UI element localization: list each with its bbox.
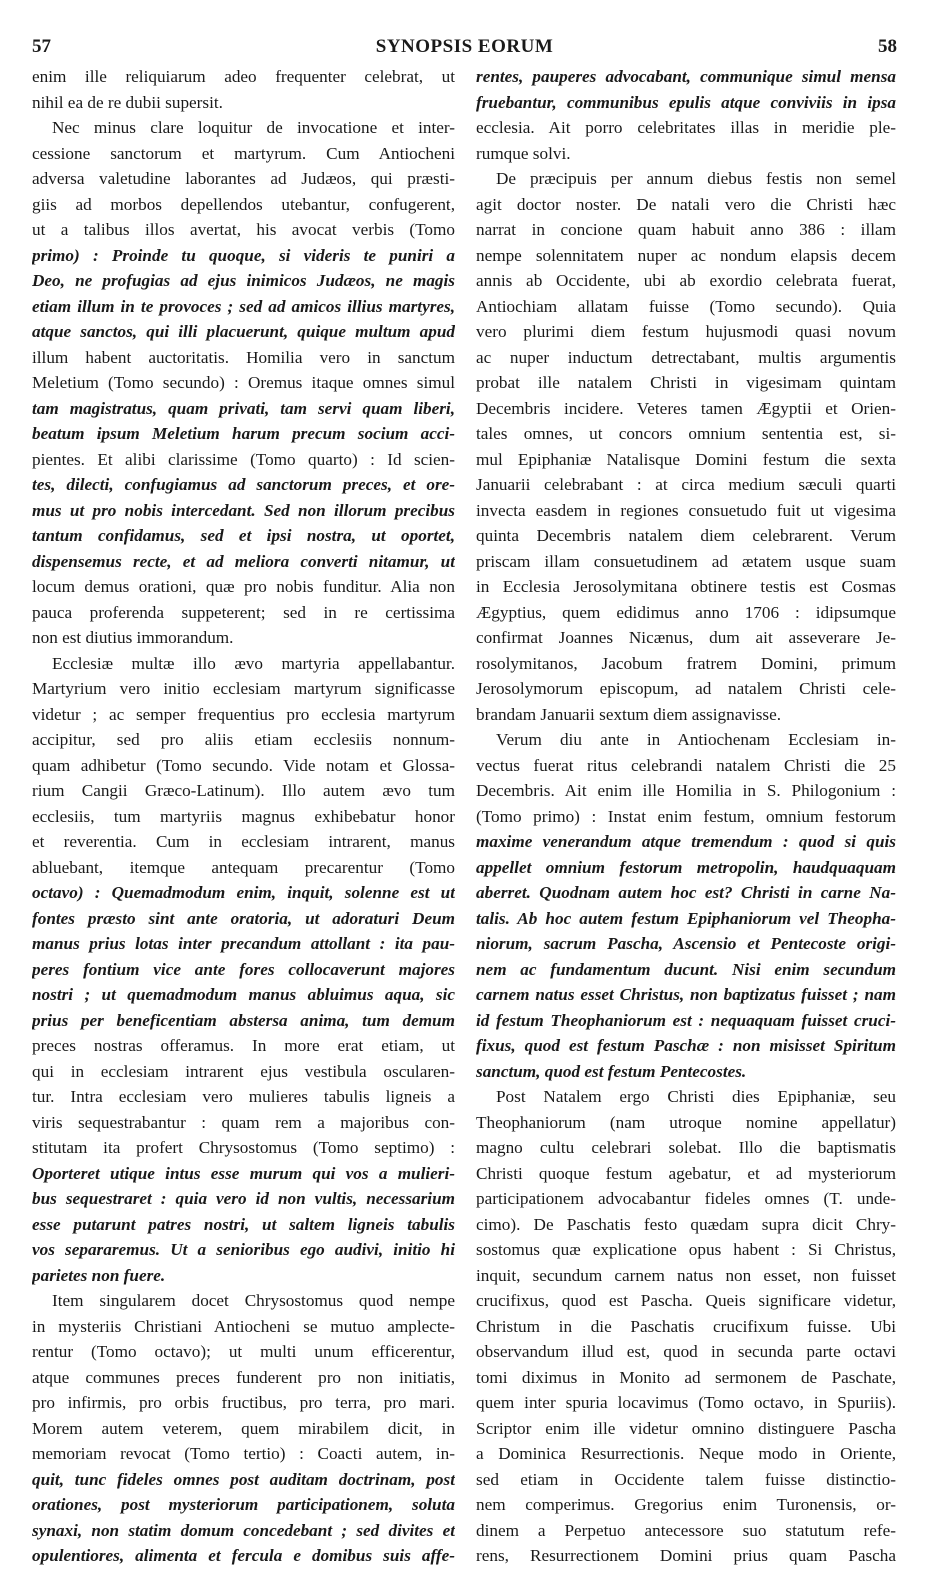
text-line: observandum illud est, quod in secunda parte octavi — [476, 1342, 896, 1361]
page-number-left: 57 — [32, 36, 51, 57]
text-line: Theophaniorum (nam utroque nomine appellatur) — [476, 1112, 896, 1132]
text-line: Deo, ne profugias ad ejus inimicos Judæos, ne magis — [32, 271, 455, 290]
text-line: nem comperimus. Gregorius enim Turonensis, or- — [476, 1495, 896, 1514]
text-line: talis. Ab hoc autem festum Epiphaniorum vel Theopha- — [476, 908, 896, 928]
text-line: viris sequestrabantur : quam rem a majoribus con- — [32, 1112, 455, 1132]
text-line: nihil ea de re dubii supersit. — [32, 92, 223, 112]
text-line: locum demus orationi, quæ pro nobis funditur. Alia non — [32, 577, 455, 596]
text-line: a Dominica Resurrectionis. Neque modo in Oriente, — [476, 1444, 896, 1463]
text-line: Oporteret utique intus esse murum qui vos a mulieri- — [32, 1163, 455, 1183]
text-line: orationes, post mysteriorum participationem, soluta — [32, 1495, 455, 1514]
text-line: opulentiores, alimenta et fercula e domibus suis affe- — [32, 1546, 455, 1565]
text-line: parietes non fuere. — [32, 1265, 166, 1285]
text-line: rens, Resurrectionem Domini prius quam Pascha — [476, 1546, 896, 1565]
text-line: ac nuper inductum detrectabant, multis argumentis — [476, 347, 896, 367]
text-line: (Tomo primo) : Instat enim festum, omnium festorum — [476, 806, 896, 826]
text-line: fruebantur, communibus epulis atque conviviis in ipsa — [476, 92, 896, 112]
text-line: rosolymitanos, Jacobum fratrem Domini, primum — [476, 653, 896, 673]
text-line: illum habent auctoritatis. Homilia vero in sanctum — [32, 347, 455, 367]
running-header — [32, 36, 897, 62]
text-line: Decembris incidere. Veteres tamen Ægyptii et Orien- — [476, 398, 896, 418]
text-line: priscam illam consuetudinem ad ætatem usque suam — [476, 551, 896, 571]
text-line: cessione sanctorum et martyrum. Cum Antiocheni — [32, 143, 455, 163]
text-line: carnem natus esset Christus, non baptizatus fuisset ; nam — [476, 985, 896, 1004]
text-line: primo) : Proinde tu quoque, si videris te puniri a — [32, 245, 455, 265]
text-line: Christum in die Paschatis crucifixum fuisse. Ubi — [476, 1316, 896, 1336]
text-line: Verum diu ante in Antiochenam Ecclesiam in- — [496, 730, 896, 749]
text-line: bus sequestraret : quia vero id non vultis, necessarium — [32, 1189, 455, 1208]
text-line: aberret. Quodnam autem hoc est? Christi in carne Na- — [476, 883, 896, 902]
text-line: etiam illum in te provoces ; sed ad amicos illius martyres, — [32, 296, 455, 316]
text-line: niorum, sacrum Pascha, Ascensio et Pentecoste origi- — [476, 934, 896, 953]
text-line: atque sanctos, qui illi placuerunt, quique multum apud — [32, 322, 455, 341]
text-line: pro infirmis, pro orbis fructibus, pro terra, pro mari. — [32, 1393, 455, 1412]
text-line: esse putarunt patres nostri, ut saltem ligneis tabulis — [32, 1214, 455, 1234]
text-line: vero plurimi diem festum hujusmodi quasi novum — [476, 322, 896, 341]
text-line: beatum ipsum Meletium harum precum socium acci- — [32, 424, 455, 443]
text-line: agit doctor noster. De natali vero die Christi hæc — [476, 194, 896, 214]
text-line: rium Cangii Græco-Latinum). Illo autem ævo tum — [32, 781, 455, 800]
text-line: tantum confidamus, sed et ipsi nostra, ut oportet, — [32, 526, 455, 545]
text-line: et reverentia. Cum in ecclesiam intrarent, manus — [32, 832, 455, 851]
text-line: quem inter spuria locavimus (Tomo octavo, in Spuriis). — [476, 1393, 896, 1412]
text-line: dinem a Perpetuo antecessore suo statutum refe- — [476, 1520, 896, 1540]
text-line: pientes. Et alibi clarissime (Tomo quarto) : Id scien- — [32, 449, 455, 469]
text-line: qui in ecclesiam intrarent ejus vestibula oscularen- — [32, 1061, 455, 1081]
text-line: tur. Intra ecclesiam vero mulieres tabulis ligneis a — [32, 1087, 455, 1106]
text-line: quinta Decembris natalem diem celebrarent. Verum — [476, 526, 896, 545]
text-line: in mysteriis Christiani Antiocheni se mutuo amplecte- — [32, 1316, 455, 1336]
text-line: vos separaremus. Ut a senioribus ego audivi, initio hi — [32, 1240, 455, 1259]
text-line: pauca proferenda suppeterent; sed in re certissima — [32, 602, 455, 622]
text-line: mus ut pro nobis intercedant. Sed non illorum precibus — [32, 500, 455, 520]
text-line: De præcipuis per annum diebus festis non semel — [496, 169, 896, 188]
text-line: tes, dilecti, confugiamus ad sanctorum preces, et ore- — [32, 475, 455, 494]
text-line: sanctum, quod est festum Pentecostes. — [476, 1061, 747, 1081]
page-number-right: 58 — [878, 36, 897, 57]
text-line: prius per beneficentiam abstersa anima, tum demum — [32, 1010, 455, 1030]
text-line: ecclesiis, tum martyriis magnus exhibebatur honor — [32, 806, 455, 826]
text-line: dispensemus recte, et ad meliora converti nitamur, ut — [32, 551, 455, 571]
text-line: sed etiam in Occidente talem fuisse distinctio- — [476, 1469, 896, 1489]
text-line: Januarii celebrabant : at circa medium sæculi quarti — [476, 475, 896, 494]
text-line: synaxi, non statim domum concedebant ; sed divites et — [32, 1520, 455, 1540]
text-line: giis ad morbos depellendos utebantur, confugerent, — [32, 194, 455, 214]
text-line: appellet omnium festorum metropolin, haudquaquam — [476, 857, 896, 877]
text-line: brandam Januarii sextum diem assignavisse. — [476, 704, 782, 724]
text-line: peres fontium vice ante fores collocaverunt majores — [32, 959, 455, 979]
text-line: sostomus quæ explicatione opus habent : Si Christus, — [476, 1240, 896, 1259]
text-line: rumque solvi. — [476, 143, 571, 163]
text-line: ecclesia. Ait porro celebritates illas in meridie ple- — [476, 118, 896, 137]
text-line: crucifixus, quod est Pascha. Queis significare videtur, — [476, 1291, 896, 1310]
text-line: tomi diximus in Monito ad sermonem de Paschate, — [476, 1367, 896, 1387]
text-line: magno cultu celebrari solebat. Illo die baptismatis — [476, 1138, 896, 1157]
text-line: nem ac fundamentum ducunt. Nisi enim secundum — [476, 959, 896, 979]
text-line: Scriptor enim ille videtur omnino distinguere Pascha — [476, 1418, 896, 1438]
text-line: nostri ; ut quemadmodum manus abluimus aqua, sic — [32, 985, 455, 1004]
text-line: Martyrium vero initio ecclesiam martyrum significasse — [32, 679, 455, 698]
text-line: ut a talibus illos avertat, his avocat verbis (Tomo — [32, 220, 455, 239]
text-line: cimo). De Paschatis festo quædam supra dicit Chry- — [476, 1214, 896, 1234]
text-line: in Ecclesia Jerosolymitana obtinere testis est Cosmas — [476, 577, 896, 596]
text-line: narrat in concione quam habuit anno 386 : illam — [476, 220, 896, 239]
text-line: inquit, secundum carnem natus non esset, non fuisset — [476, 1265, 896, 1285]
text-line: fontes præsto sint ante oratoria, ut adoraturi Deum — [32, 908, 455, 928]
text-line: quam adhibetur (Tomo secundo. Vide notam et Glossa- — [32, 755, 455, 775]
text-line: manus prius lotas inter precandum attollant : ita pau- — [32, 934, 455, 953]
text-line: preces nostras offeramus. In more erat etiam, ut — [32, 1036, 455, 1055]
text-line: tam magistratus, quam privati, tam servi quam liberi, — [32, 398, 455, 418]
left-text-column — [32, 64, 455, 1569]
text-line: stitutam ita profert Chrysostomus (Tomo septimo) : — [32, 1138, 455, 1157]
text-line: Item singularem docet Chrysostomus quod nempe — [52, 1291, 455, 1310]
text-line: Morem autem veterem, quem mirabilem dicit, in — [32, 1418, 455, 1438]
text-line: Antiochiam allatam fuisse (Tomo secundo). Quia — [476, 296, 896, 316]
text-line: Ecclesiæ multæ illo ævo martyria appellabantur. — [52, 653, 455, 673]
text-line: Decembris. Ait enim ille Homilia in S. Philogonium : — [476, 781, 896, 800]
text-line: participationem advocabantur fideles omnes (T. unde- — [476, 1189, 896, 1208]
text-line: annis ab Occidente, ubi ab exordio celebrata fuerat, — [476, 271, 896, 290]
text-line: atque communes preces funderent pro non initiatis, — [32, 1367, 455, 1387]
text-line: maxime venerandum atque tremendum : quod si quis — [476, 832, 896, 851]
text-line: Jerosolymorum episcopum, ad natalem Christi cele- — [476, 679, 896, 698]
text-line: videtur ; ac semper frequentius pro ecclesia martyrum — [32, 704, 455, 724]
text-line: id festum Theophaniorum est : nequaquam fuisset cruci- — [476, 1010, 896, 1030]
text-line: quit, tunc fideles omnes post auditam doctrinam, post — [32, 1469, 455, 1489]
text-line: rentes, pauperes advocabant, communique simul mensa — [476, 67, 896, 86]
text-line: memoriam revocat (Tomo tertio) : Coacti autem, in- — [32, 1444, 455, 1463]
text-line: Meletium (Tomo secundo) : Oremus itaque omnes simul — [32, 373, 455, 392]
text-line: Nec minus clare loquitur de invocatione et inter- — [52, 118, 455, 137]
text-line: rentur (Tomo octavo); ut multi unum efficerentur, — [32, 1342, 455, 1361]
text-line: nempe solennitatem nuper ac nondum elapsis decem — [476, 245, 896, 265]
text-line: tales omnes, ut concors omnium sententia est, si- — [476, 424, 896, 443]
text-line: Ægyptius, quem edidimus anno 1706 : idipsumque — [476, 602, 896, 622]
text-line: octavo) : Quemadmodum enim, inquit, solenne est ut — [32, 883, 455, 902]
text-line: accipitur, sed pro aliis etiam ecclesiis nonnum- — [32, 730, 455, 749]
text-line: invecta easdem in regiones consuetudo fuit ut vigesima — [476, 500, 896, 520]
text-line: confirmat Joannes Nicænus, dum ait asseverare Je- — [476, 628, 896, 647]
text-line: mul Epiphaniæ Natalisque Domini festum die sexta — [476, 449, 896, 469]
text-line: non est diutius immorandum. — [32, 628, 234, 647]
text-line: fixus, quod est festum Paschæ : non misisset Spiritum — [476, 1036, 896, 1055]
text-line: abluebant, itemque antequam precarentur (Tomo — [32, 857, 455, 877]
text-line: enim ille reliquiarum adeo frequenter celebrat, ut — [32, 67, 455, 86]
text-line: adversa valetudine laborantes ad Judæos, qui præsti- — [32, 169, 455, 188]
text-line: Post Natalem ergo Christi dies Epiphaniæ, seu — [496, 1087, 896, 1106]
text-line: probat ille natalem Christi in vigesimam quintam — [476, 373, 896, 392]
text-line: Christi quoque festum agebatur, et ad mysteriorum — [476, 1163, 896, 1183]
text-line: vectus fuerat ritus celebrandi natalem Christi die 25 — [476, 755, 896, 775]
right-text-column — [476, 64, 896, 1569]
running-title: SYNOPSIS EORUM — [375, 36, 554, 57]
